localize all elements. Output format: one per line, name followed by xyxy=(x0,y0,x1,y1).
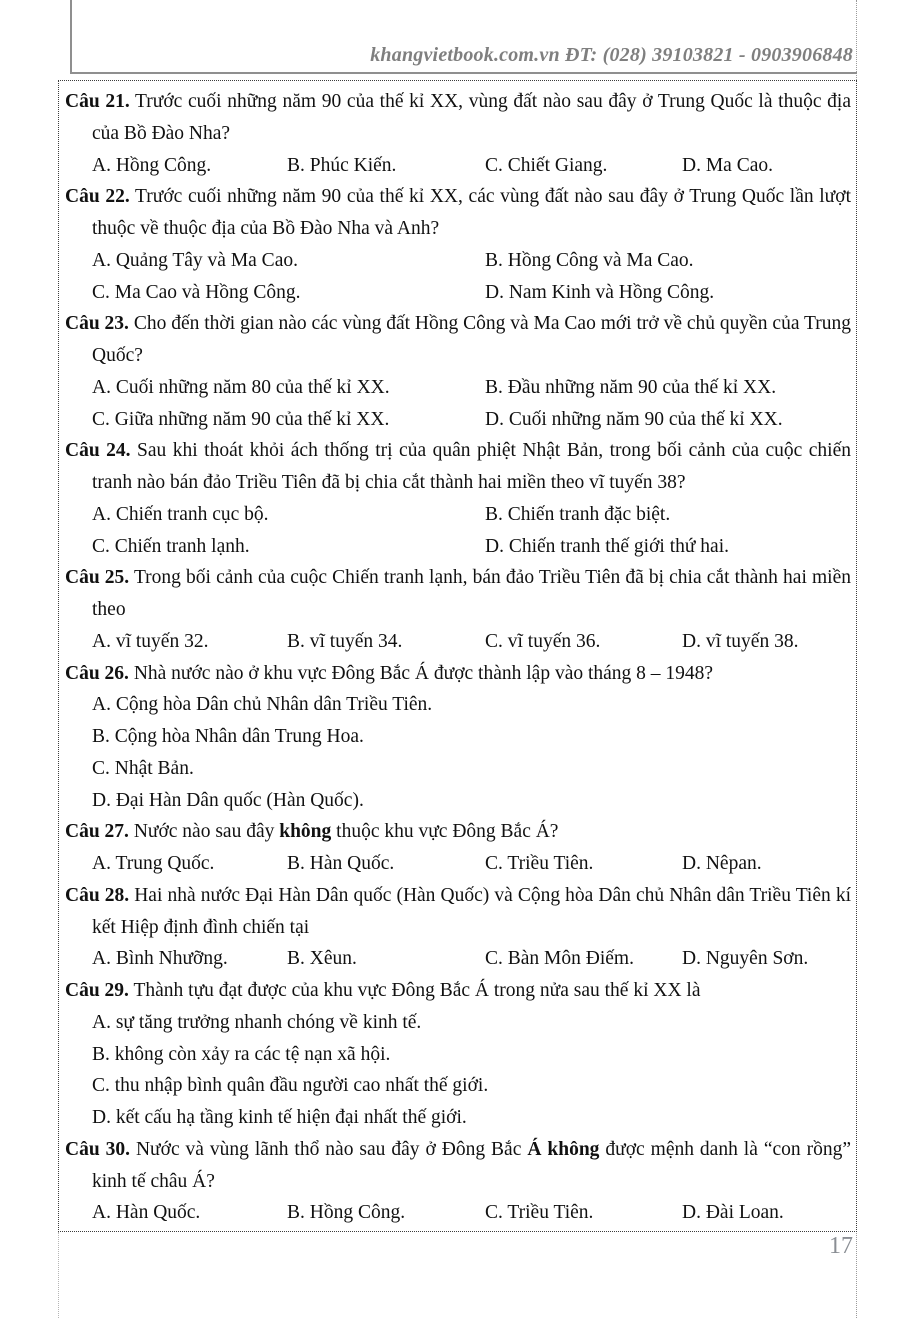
question-label: Câu 21. xyxy=(65,91,130,112)
footer-left-border-line xyxy=(58,1232,59,1318)
options-row xyxy=(92,626,851,658)
option-b: B. Phúc Kiến. xyxy=(287,154,397,176)
option-c: C. Triều Tiên. xyxy=(485,1202,594,1224)
question-text: Câu 23. Cho đến thời gian nào các vùng đất Hồng Công và Ma Cao mới trở về chủ quyền của Trung Quốc? xyxy=(65,313,851,366)
option-b: B. Hồng Công và Ma Cao. xyxy=(485,249,694,271)
option-c: C. Nhật Bản. xyxy=(92,757,194,779)
question-text: Câu 26. Nhà nước nào ở khu vực Đông Bắc Á được thành lập vào tháng 8 – 1948? xyxy=(65,662,714,684)
question-label: Câu 25. xyxy=(65,567,130,589)
content-box xyxy=(58,80,857,1232)
option-b: B. Hồng Công. xyxy=(287,1202,406,1224)
question-text: Câu 30. Nước và vùng lãnh thổ nào sau đây ở Đông Bắc Á không được mệnh danh là “con rồng” kinh tế châu Á? xyxy=(65,1138,852,1192)
question-text: Câu 22. Trước cuối những năm 90 của thế kỉ XX, các vùng đất nào sau đây ở Trung Quốc lần lượt thuộc về thuộc địa của Bồ Đào Nha và Anh? xyxy=(65,186,851,239)
option-c: C. Giữa những năm 90 của thế kỉ XX. xyxy=(92,408,390,430)
option-c: C. Bàn Môn Điếm. xyxy=(485,948,634,970)
question-block-27 xyxy=(65,816,851,880)
option-d: D. Nam Kinh và Hồng Công. xyxy=(485,281,715,303)
option-b: B. không còn xảy ra các tệ nạn xã hội. xyxy=(92,1043,391,1065)
question-block-24 xyxy=(65,435,851,562)
question-label: Câu 28. xyxy=(65,884,130,906)
question-text: Câu 28. Hai nhà nước Đại Hàn Dân quốc (Hàn Quốc) và Cộng hòa Dân chủ Nhân dân Triều Tiên kí kết Hiệp định đình chiến tại xyxy=(65,884,851,938)
option-a: A. Chiến tranh cục bộ. xyxy=(92,503,269,525)
page-number: 17 xyxy=(829,1233,853,1259)
question-block-30 xyxy=(65,1134,851,1229)
option-d: D. Đại Hàn Dân quốc (Hàn Quốc). xyxy=(92,789,364,811)
option-b: B. Đầu những năm 90 của thế kỉ XX. xyxy=(485,376,777,398)
option-b: B. vĩ tuyến 34. xyxy=(287,630,403,652)
option-a: A. sự tăng trưởng nhanh chóng về kinh tế. xyxy=(92,1011,422,1033)
question-label: Câu 23. xyxy=(65,313,129,335)
options-grid xyxy=(92,499,851,563)
question-text: Câu 29. Thành tựu đạt được của khu vực Đông Bắc Á trong nửa sau thế kỉ XX là xyxy=(65,980,701,1001)
question-text: Câu 21. Trước cuối những năm 90 của thế kỉ XX, vùng đất nào sau đây ở Trung Quốc là thuộc địa của Bồ Đào Nha? xyxy=(65,91,851,144)
option-a: A. vĩ tuyến 32. xyxy=(92,630,209,652)
option-d: D. Cuối những năm 90 của thế kỉ XX. xyxy=(485,408,783,430)
question-label: Câu 30. xyxy=(65,1138,131,1160)
question-block-28 xyxy=(65,880,851,975)
options-grid xyxy=(92,245,851,309)
question-block-21 xyxy=(65,86,851,181)
question-text: Câu 24. Sau khi thoát khỏi ách thống trị của quân phiệt Nhật Bản, trong bối cảnh của cuộc chiến tranh nào bán đảo Triều Tiên đã bị chia cắt thành hai miền theo vĩ tuyến 38? xyxy=(65,440,851,493)
option-a: A. Bình Nhưỡng. xyxy=(92,948,228,970)
header-site-info: khangvietbook.com.vn ĐT: (028) 39103821 - 0903906848 xyxy=(370,44,853,66)
header-rule xyxy=(70,72,857,74)
option-a: A. Hàn Quốc. xyxy=(92,1202,201,1224)
option-b: B. Chiến tranh đặc biệt. xyxy=(485,503,671,525)
question-text: Câu 27. Nước nào sau đây không thuộc khu vực Đông Bắc Á? xyxy=(65,821,559,843)
option-a: A. Cộng hòa Dân chủ Nhân dân Triều Tiên. xyxy=(92,694,433,716)
option-b: B. Hàn Quốc. xyxy=(287,853,395,874)
options-list xyxy=(92,1007,851,1134)
option-a: A. Trung Quốc. xyxy=(92,853,215,874)
options-grid xyxy=(92,372,851,436)
option-a: A. Cuối những năm 80 của thế kỉ XX. xyxy=(92,376,390,398)
question-label: Câu 22. xyxy=(65,186,130,208)
option-c: C. vĩ tuyến 36. xyxy=(485,630,601,652)
option-d: D. Ma Cao. xyxy=(682,154,773,176)
options-row xyxy=(92,943,851,975)
option-d: D. Nguyên Sơn. xyxy=(682,948,809,970)
question-block-23 xyxy=(65,308,851,435)
options-row xyxy=(92,848,851,880)
option-a: A. Quảng Tây và Ma Cao. xyxy=(92,249,298,271)
option-c: C. thu nhập bình quân đầu người cao nhất thế giới. xyxy=(92,1075,489,1097)
option-d: D. vĩ tuyến 38. xyxy=(682,630,799,652)
option-b: B. Xêun. xyxy=(287,948,357,970)
question-label: Câu 24. xyxy=(65,440,131,462)
question-label: Câu 29. xyxy=(65,980,129,1001)
options-list xyxy=(92,689,851,816)
option-d: D. Nêpan. xyxy=(682,853,762,874)
option-c: C. Chiết Giang. xyxy=(485,154,608,176)
question-label: Câu 27. xyxy=(65,821,129,843)
question-text: Câu 25. Trong bối cảnh của cuộc Chiến tranh lạnh, bán đảo Triều Tiên đã bị chia cắt thành hai miền theo xyxy=(65,567,851,620)
question-label: Câu 26. xyxy=(65,662,129,684)
question-block-29 xyxy=(65,975,851,1134)
option-c: C. Chiến tranh lạnh. xyxy=(92,535,250,557)
option-c: C. Ma Cao và Hồng Công. xyxy=(92,281,301,303)
option-a: A. Hồng Công. xyxy=(92,154,212,176)
option-d: D. Đài Loan. xyxy=(682,1202,784,1224)
option-b: B. Cộng hòa Nhân dân Trung Hoa. xyxy=(92,726,364,747)
options-row xyxy=(92,150,851,182)
option-d: D. kết cấu hạ tầng kinh tế hiện đại nhất thế giới. xyxy=(92,1107,467,1128)
question-block-25 xyxy=(65,562,851,657)
option-d: D. Chiến tranh thế giới thứ hai. xyxy=(485,535,730,557)
question-block-22 xyxy=(65,181,851,308)
question-block-26 xyxy=(65,658,851,817)
option-c: C. Triều Tiên. xyxy=(485,853,594,874)
options-row xyxy=(92,1197,851,1229)
